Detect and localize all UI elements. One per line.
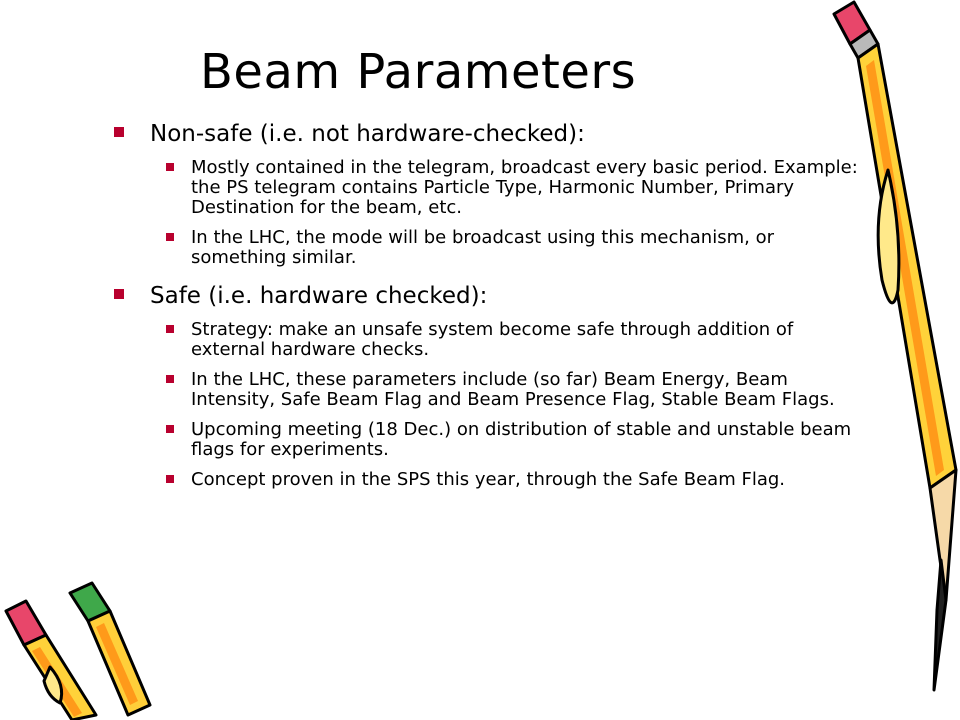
list-item	[156, 470, 872, 490]
list-item-text: Concept proven in the SPS this year, through the Safe Beam Flag.	[191, 469, 785, 490]
list-item-text: In the LHC, these parameters include (so far) Beam Energy, Beam Intensity, Safe Beam Flag and Beam Presence Flag, Stable Beam Flags.	[191, 369, 835, 410]
list-item-text: In the LHC, the mode will be broadcast using this mechanism, or something similar.	[191, 227, 774, 268]
section-heading-nonsafe	[112, 120, 872, 148]
list-item-text: Upcoming meeting (18 Dec.) on distribution of stable and unstable beam flags for experiments.	[191, 419, 852, 460]
list-item-text: Mostly contained in the telegram, broadcast every basic period. Example: the PS telegram contains Particle Type, Harmonic Number, Primary Destination for the beam, etc.	[191, 157, 858, 218]
section-items-nonsafe	[112, 158, 872, 268]
list-item-text: Strategy: make an unsafe system become safe through addition of external hardware checks.	[191, 319, 794, 360]
square-bullet-icon	[114, 127, 124, 137]
square-bullet-icon	[166, 325, 174, 333]
square-bullet-icon	[166, 233, 174, 241]
slide-content	[112, 120, 872, 504]
list-item	[156, 228, 872, 268]
square-bullet-icon	[166, 475, 174, 483]
pencil-clipart-icon	[796, 0, 960, 720]
pencils-clipart-icon	[0, 575, 190, 720]
square-bullet-icon	[166, 425, 174, 433]
section-items-safe	[112, 320, 872, 490]
list-item	[156, 320, 872, 360]
section-heading-text: Non-safe (i.e. not hardware-checked):	[150, 121, 585, 147]
list-item	[156, 158, 872, 218]
section-heading-text: Safe (i.e. hardware checked):	[150, 283, 488, 309]
square-bullet-icon	[114, 289, 124, 299]
square-bullet-icon	[166, 375, 174, 383]
list-item	[156, 370, 872, 410]
slide-title: Beam Parameters	[200, 44, 637, 100]
list-item	[156, 420, 872, 460]
section-heading-safe	[112, 282, 872, 310]
square-bullet-icon	[166, 163, 174, 171]
